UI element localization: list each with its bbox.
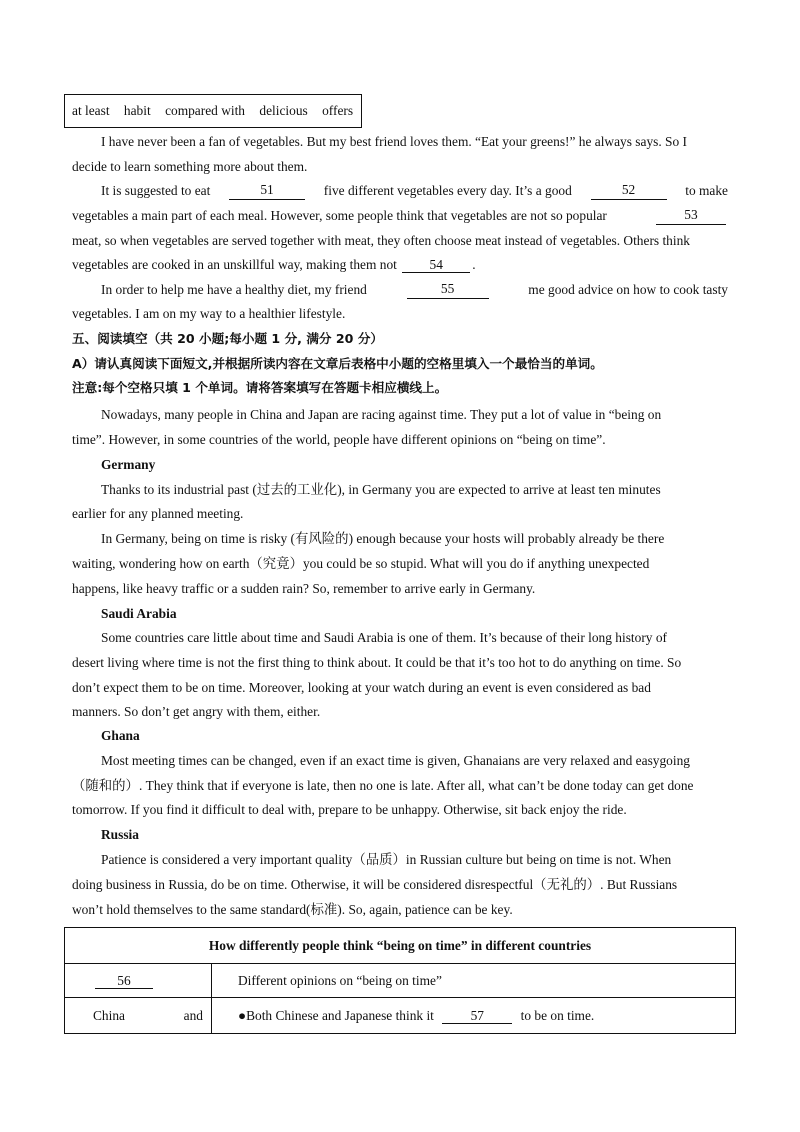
passage-line: waiting, wondering how on earth（究竟）you could be so stupid. What will you do if anything unexpected (72, 556, 650, 572)
cloze-line: vegetables a main part of each meal. However, some people think that vegetables are not so popular 53 (72, 207, 728, 225)
section-instruction: A）请认真阅读下面短文,并根据所读内容在文章后表格中小题的空格里填入一个最恰当的单词。 (72, 356, 603, 371)
passage-line: In Germany, being on time is risky (有风险的) enough because your hosts will probably already be there (101, 531, 665, 547)
word-bank-item: delicious (259, 103, 308, 118)
answer-blank-56[interactable]: 56 (95, 973, 153, 989)
summary-table (64, 927, 736, 1034)
cloze-line: It is suggested to eat 51 five different vegetables every day. It’s a good 52 to make (101, 182, 728, 198)
subheading-ghana: Ghana (101, 728, 140, 743)
passage-line: Patience is considered a very important quality（品质）in Russian culture but being on time is not. When (101, 852, 672, 868)
passage-line: Some countries care little about time and Saudi Arabia is one of them. It’s because of their long history of (101, 630, 667, 645)
answer-blank-54[interactable]: 54 (402, 257, 470, 273)
passage-line: Nowadays, many people in China and Japan are racing against time. They put a lot of value in “being on (101, 407, 662, 422)
cloze-line: decide to learn something more about them. (72, 159, 308, 174)
passage-line: earlier for any planned meeting. (72, 506, 244, 521)
answer-blank-51[interactable]: 51 (229, 182, 305, 200)
passage-line: doing business in Russia, do be on time. Otherwise, it will be considered disrespectful（无礼的）. But Russians (72, 877, 678, 893)
section-heading: 五、阅读填空（共 20 小题;每小题 1 分, 满分 20 分） (72, 331, 384, 346)
cloze-line: vegetables. I am on my way to a healthier lifestyle. (72, 306, 346, 321)
table-title: How differently people think “being on time” in different countries (65, 928, 736, 964)
word-bank-item: offers (322, 103, 354, 118)
table-cell: ●Both Chinese and Japanese think it 57 to be on time. (212, 998, 736, 1034)
subheading-saudi-arabia: Saudi Arabia (101, 606, 177, 621)
table-cell (65, 964, 212, 998)
cloze-line: meat, so when vegetables are served together with meat, they often choose meat instead of vegetables. Others think (72, 233, 690, 248)
answer-blank-55[interactable]: 55 (407, 281, 489, 299)
table-row (65, 998, 736, 1034)
subheading-germany: Germany (101, 457, 156, 472)
cloze-line: In order to help me have a healthy diet, my friend 55 me good advice on how to cook tasty (101, 281, 728, 297)
answer-blank-52[interactable]: 52 (591, 182, 667, 200)
passage-line: happens, like heavy traffic or a sudden rain? So, remember to arrive early in Germany. (72, 581, 536, 596)
section-note: 注意:每个空格只填 1 个单词。请将答案填写在答题卡相应横线上。 (72, 380, 448, 395)
passage-line: （随和的）. They think that if everyone is late, then no one is late. After all, what can’t be done today can get done (72, 778, 694, 794)
table-header-row (65, 964, 736, 998)
cloze-line: I have never been a fan of vegetables. But my best friend loves them. “Eat your greens!” he always says. So I (101, 134, 688, 149)
answer-blank-53[interactable]: 53 (656, 207, 726, 225)
word-bank-item: compared with (165, 103, 246, 118)
table-header-cell: Different opinions on “being on time” (212, 964, 736, 998)
word-bank-item: habit (123, 103, 151, 118)
table-cell: China and (65, 998, 212, 1034)
passage-line: Thanks to its industrial past (过去的工业化), in Germany you are expected to arrive at least ten minutes (101, 482, 661, 498)
answer-blank-57[interactable]: 57 (442, 1008, 512, 1024)
word-bank-box (64, 94, 362, 128)
subheading-russia: Russia (101, 827, 139, 842)
passage-line: tomorrow. If you find it difficult to deal with, prepare to be unhappy. Otherwise, sit back enjoy the ride. (72, 802, 627, 817)
passage-line: time”. However, in some countries of the world, people have different opinions on “being on time”. (72, 432, 606, 447)
cloze-line: vegetables are cooked in an unskillful way, making them not 54 . (72, 257, 476, 272)
passage-line: don’t expect them to be on time. Moreover, looking at your watch during an event is even considered as bad (72, 680, 651, 695)
word-bank-item: at least (72, 103, 110, 118)
passage-line: manners. So don’t get angry with them, either. (72, 704, 321, 719)
passage-line: won’t hold themselves to the same standard(标准). So, again, patience can be key. (72, 902, 513, 918)
passage-line: Most meeting times can be changed, even if an exact time is given, Ghanaians are very relaxed and easygoing (101, 753, 690, 768)
passage-line: desert living where time is not the first thing to think about. It could be that it’s too hot to do anything on time. So (72, 655, 682, 670)
table-title-row (65, 928, 736, 964)
